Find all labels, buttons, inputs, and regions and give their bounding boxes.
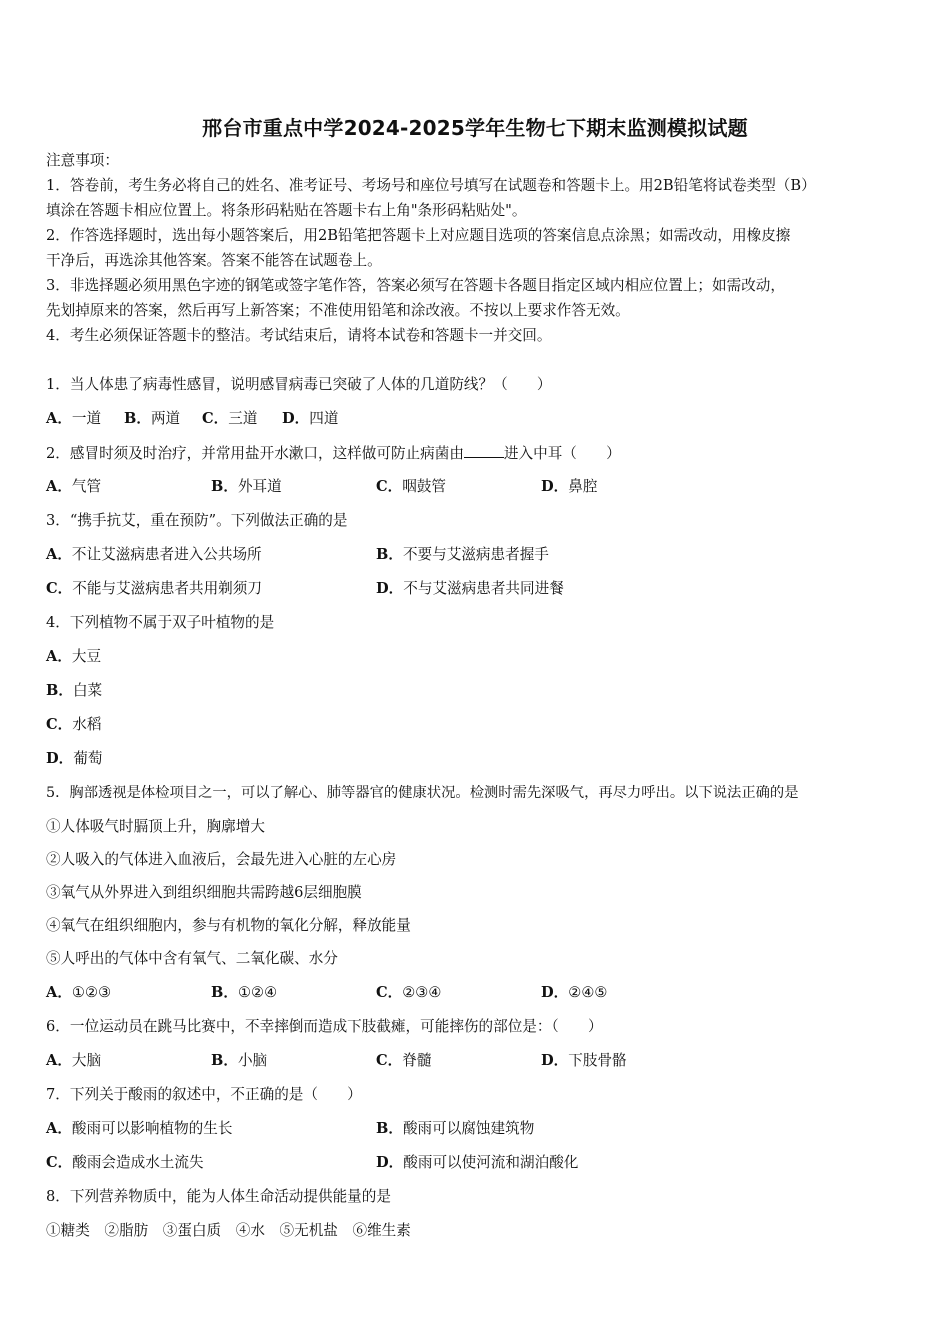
option-letter: A．	[46, 546, 72, 563]
q4-option-c	[46, 715, 101, 735]
option-letter: D．	[541, 1052, 569, 1069]
option-text: 不要与艾滋病患者握手	[402, 546, 549, 563]
question-1-stem: 1．当人体患了病毒性感冒，说明感冒病毒已突破了人体的几道防线？（ ）	[46, 376, 552, 393]
option-text: 酸雨可以影响植物的生长	[71, 1120, 233, 1137]
notice-line: 3．非选择题必须用黑色字迹的钢笔或签字笔作答，答案必须写在答题卡各题目指定区域内相应位置上；如需改动，	[46, 277, 785, 294]
q5-statement: ①人体吸气时膈顶上升，胸廓增大	[46, 818, 265, 835]
q2-option-a	[46, 477, 101, 497]
q3-option-d	[376, 579, 564, 599]
option-text: 大豆	[71, 648, 102, 665]
option-text: ①②③	[71, 984, 112, 1001]
q7-option-c	[46, 1153, 204, 1173]
q8-items: ①糖类 ②脂肪 ③蛋白质 ④水 ⑤无机盐 ⑥维生素	[46, 1222, 411, 1239]
notice-line: 1．答卷前，考生务必将自己的姓名、准考证号、考场号和座位号填写在试题卷和答题卡上。用2B铅笔将试卷类型（B）	[46, 177, 816, 194]
q5-option-c	[376, 983, 441, 1003]
option-text: 酸雨可以使河流和湖泊酸化	[403, 1154, 579, 1171]
option-text: 外耳道	[237, 478, 282, 495]
q5-statement: ④氧气在组织细胞内，参与有机物的氧化分解，释放能量	[46, 917, 411, 934]
option-text: 气管	[71, 478, 102, 495]
q6-option-a	[46, 1051, 101, 1071]
q2-option-d	[541, 477, 597, 497]
q2-option-c	[376, 477, 446, 497]
question-3-stem: 3．“携手抗艾，重在预防”。下列做法正确的是	[46, 512, 348, 529]
q1-option-b	[124, 409, 180, 429]
q4-option-a	[46, 647, 101, 667]
option-letter: B．	[211, 1052, 238, 1069]
question-7-stem: 7．下列关于酸雨的叙述中，不正确的是（ ）	[46, 1086, 362, 1103]
option-text: 鼻腔	[568, 478, 598, 495]
q5-option-b	[211, 983, 277, 1003]
option-letter: D．	[541, 984, 569, 1001]
q4-option-d	[46, 749, 102, 769]
option-text: 不能与艾滋病患者共用剃须刀	[72, 580, 262, 597]
q3-option-c	[46, 579, 262, 599]
q7-option-d	[376, 1153, 578, 1173]
q2-stem-part: 2．感冒时须及时治疗，并常用盐开水漱口，这样做可防止病菌由	[46, 445, 464, 462]
option-text: 两道	[150, 410, 181, 427]
notice-line: 2．作答选择题时，选出每小题答案后，用2B铅笔把答题卡上对应题目选项的答案信息点涂黑；如需改动，用橡皮擦	[46, 227, 791, 244]
option-text: 咽鼓管	[402, 478, 447, 495]
q5-option-a	[46, 983, 111, 1003]
question-4-stem: 4．下列植物不属于双子叶植物的是	[46, 614, 275, 631]
option-letter: B．	[46, 682, 73, 699]
option-text: 四道	[309, 410, 339, 427]
option-letter: B．	[376, 546, 403, 563]
option-text: 不与艾滋病患者共同进餐	[403, 580, 564, 597]
option-letter: C．	[46, 580, 73, 597]
option-letter: C．	[202, 410, 229, 427]
question-5-stem: 5．胸部透视是体检项目之一，可以了解心、肺等器官的健康状况。检测时需先深吸气，再尽力呼出。以下说法正确的是	[46, 785, 799, 801]
q3-option-a	[46, 545, 262, 565]
option-letter: A．	[46, 478, 72, 495]
option-letter: D．	[282, 410, 310, 427]
option-letter: A．	[46, 984, 72, 1001]
option-letter: B．	[376, 1120, 403, 1137]
option-text: 脊髓	[402, 1052, 432, 1069]
option-text: 不让艾滋病患者进入公共场所	[71, 546, 262, 563]
q5-statement: ②人吸入的气体进入血液后，会最先进入心脏的左心房	[46, 851, 397, 868]
option-letter: C．	[46, 716, 73, 733]
option-text: 三道	[228, 410, 258, 427]
option-text: 大脑	[71, 1052, 102, 1069]
q2-option-b	[211, 477, 282, 497]
q6-option-c	[376, 1051, 431, 1071]
option-text: 一道	[71, 410, 102, 427]
q4-option-b	[46, 681, 102, 701]
q1-option-c	[202, 409, 257, 429]
option-letter: C．	[376, 478, 403, 495]
option-letter: A．	[46, 648, 72, 665]
option-letter: C．	[376, 1052, 403, 1069]
q3-option-b	[376, 545, 549, 565]
q6-option-b	[211, 1051, 267, 1071]
option-letter: D．	[46, 750, 74, 767]
option-letter: C．	[376, 984, 403, 1001]
option-letter: D．	[376, 1154, 404, 1171]
q5-option-d	[541, 983, 608, 1003]
notice-line: 填涂在答题卡相应位置上。将条形码粘贴在答题卡右上角"条形码粘贴处"。	[46, 202, 527, 219]
q7-option-a	[46, 1119, 232, 1139]
option-letter: A．	[46, 1052, 72, 1069]
option-letter: D．	[541, 478, 569, 495]
option-text: 水稻	[72, 716, 102, 733]
option-letter: B．	[124, 410, 151, 427]
option-text: ②④⑤	[568, 984, 608, 1001]
notice-heading: 注意事项：	[46, 152, 119, 169]
option-text: 下肢骨骼	[568, 1052, 627, 1069]
question-6-stem: 6．一位运动员在跳马比赛中，不幸摔倒而造成下肢截瘫，可能摔伤的部位是：（ ）	[46, 1018, 603, 1035]
option-text: 小脑	[237, 1052, 268, 1069]
option-text: 葡萄	[73, 750, 103, 767]
q5-statement: ③氧气从外界进入到组织细胞共需跨越6层细胞膜	[46, 884, 362, 901]
option-letter: C．	[46, 1154, 73, 1171]
option-text: 酸雨会造成水土流失	[72, 1154, 204, 1171]
option-letter: A．	[46, 1120, 72, 1137]
option-text: ①②④	[237, 984, 278, 1001]
q6-option-d	[541, 1051, 627, 1071]
notice-line: 干净后，再选涂其他答案。答案不能答在试题卷上。	[46, 252, 382, 269]
page-title: 邢台市重点中学2024-2025学年生物七下期末监测模拟试题	[202, 116, 748, 140]
q1-option-a	[46, 409, 101, 429]
answer-blank	[464, 443, 504, 458]
q2-stem-part: 进入中耳（ ）	[503, 445, 621, 462]
option-text: 白菜	[72, 682, 103, 699]
q5-statement: ⑤人呼出的气体中含有氧气、二氧化碳、水分	[46, 950, 338, 967]
q7-option-b	[376, 1119, 534, 1139]
q1-option-d	[282, 409, 338, 429]
option-letter: A．	[46, 410, 72, 427]
notice-line: 先划掉原来的答案，然后再写上新答案；不准使用铅笔和涂改液。不按以上要求作答无效。	[46, 302, 630, 319]
option-letter: B．	[211, 984, 238, 1001]
question-2-stem	[46, 443, 621, 464]
question-8-stem: 8．下列营养物质中，能为人体生命活动提供能量的是	[46, 1188, 391, 1205]
option-letter: D．	[376, 580, 404, 597]
option-letter: B．	[211, 478, 238, 495]
option-text: ②③④	[402, 984, 442, 1001]
option-text: 酸雨可以腐蚀建筑物	[402, 1120, 535, 1137]
notice-line: 4．考生必须保证答题卡的整洁。考试结束后，请将本试卷和答题卡一并交回。	[46, 327, 552, 344]
